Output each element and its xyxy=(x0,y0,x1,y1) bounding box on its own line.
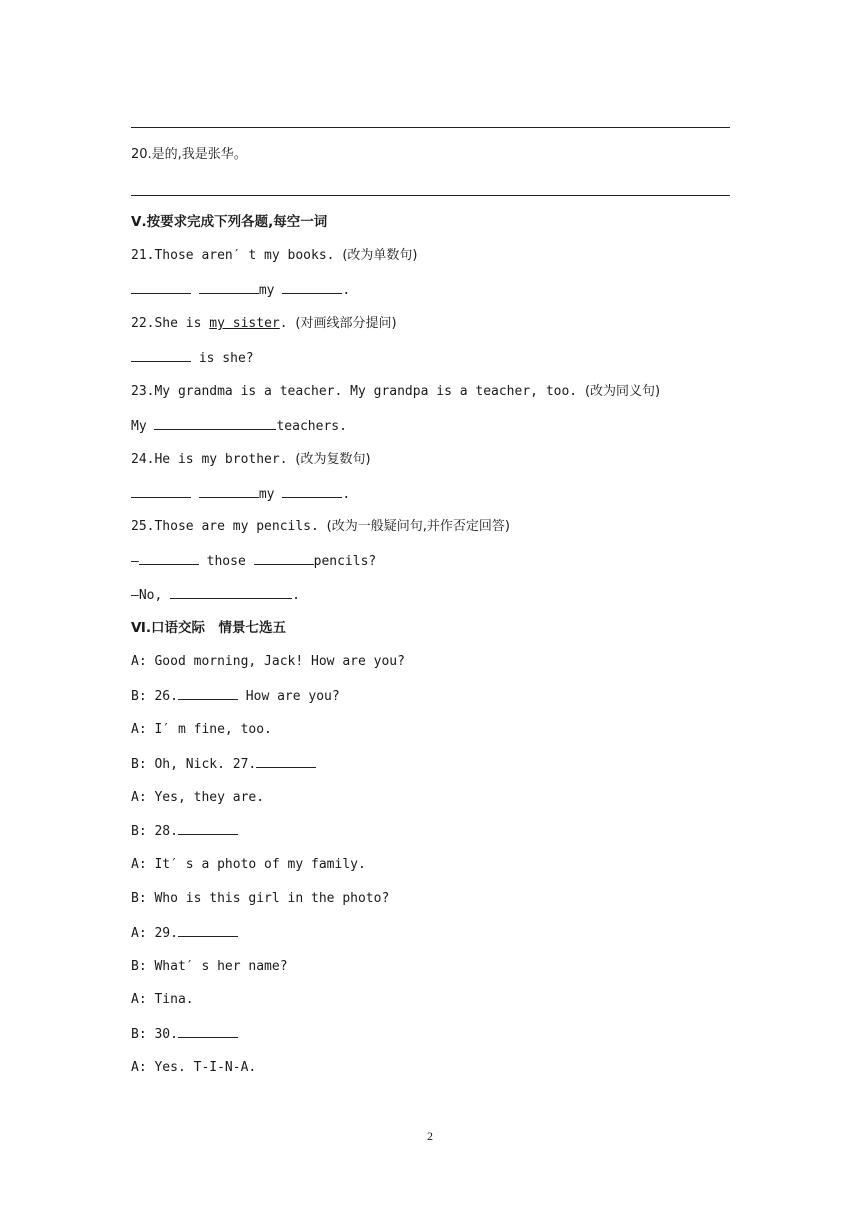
blank[interactable] xyxy=(170,586,292,599)
dialogue-line: B: 26. How are you? xyxy=(131,689,340,704)
section-6-heading: Ⅵ.口语交际 情景七选五 xyxy=(131,620,286,636)
dialogue-line: A: Yes. T-I-N-A. xyxy=(131,1060,257,1075)
blank[interactable] xyxy=(199,485,259,498)
dialogue-line: B: Who is this girl in the photo? xyxy=(131,891,390,906)
question-23: 23.My grandma is a teacher. My grandpa is a teacher, too. (改为同义句) xyxy=(131,384,661,399)
dialogue-line: A: 29. xyxy=(131,924,238,943)
underlined-phrase: my sister xyxy=(209,316,280,331)
answer-23: My teachers. xyxy=(131,419,347,434)
blank[interactable] xyxy=(131,485,191,498)
dialogue-line: B: Oh, Nick. 27. xyxy=(131,755,316,774)
question-21: 21.Those aren′ t my books. (改为单数句) xyxy=(131,248,418,263)
answer-25-response: —No, . xyxy=(131,588,300,603)
dialogue-line: A: Yes, they are. xyxy=(131,790,265,805)
answer-24: my . xyxy=(131,485,350,504)
question-22: 22.She is my sister. (对画线部分提问) xyxy=(131,316,397,331)
blank[interactable] xyxy=(178,822,238,835)
answer-25-question: — those pencils? xyxy=(131,554,377,569)
question-24: 24.He is my brother. (改为复数句) xyxy=(131,452,371,467)
dialogue-line: B: What′ s her name? xyxy=(131,959,288,974)
dialogue-line: A: It′ s a photo of my family. xyxy=(131,857,366,872)
question-20: 20.是的,我是张华。 xyxy=(131,147,247,162)
blank[interactable] xyxy=(254,552,314,565)
answer-21: my . xyxy=(131,281,350,300)
answer-line-20 xyxy=(131,195,730,196)
dialogue-line: A: Good morning, Jack! How are you? xyxy=(131,654,405,669)
answer-line-19 xyxy=(131,127,730,128)
blank[interactable] xyxy=(131,281,191,294)
blank[interactable] xyxy=(178,1025,238,1038)
section-5-heading: Ⅴ.按要求完成下列各题,每空一词 xyxy=(131,214,328,230)
blank[interactable] xyxy=(154,417,276,430)
dialogue-line: B: 30. xyxy=(131,1025,238,1044)
dialogue-line: A: I′ m fine, too. xyxy=(131,722,272,737)
question-25: 25.Those are my pencils. (改为一般疑问句,并作否定回答) xyxy=(131,519,510,534)
dialogue-line: A: Tina. xyxy=(131,992,194,1007)
blank[interactable] xyxy=(178,687,238,700)
blank[interactable] xyxy=(256,755,316,768)
answer-22: is she? xyxy=(131,349,254,368)
blank[interactable] xyxy=(282,281,342,294)
blank[interactable] xyxy=(178,924,238,937)
blank[interactable] xyxy=(131,349,191,362)
blank[interactable] xyxy=(199,281,259,294)
blank[interactable] xyxy=(139,552,199,565)
dialogue-line: B: 28. xyxy=(131,822,238,841)
page-number: 2 xyxy=(427,1129,433,1143)
blank[interactable] xyxy=(282,485,342,498)
